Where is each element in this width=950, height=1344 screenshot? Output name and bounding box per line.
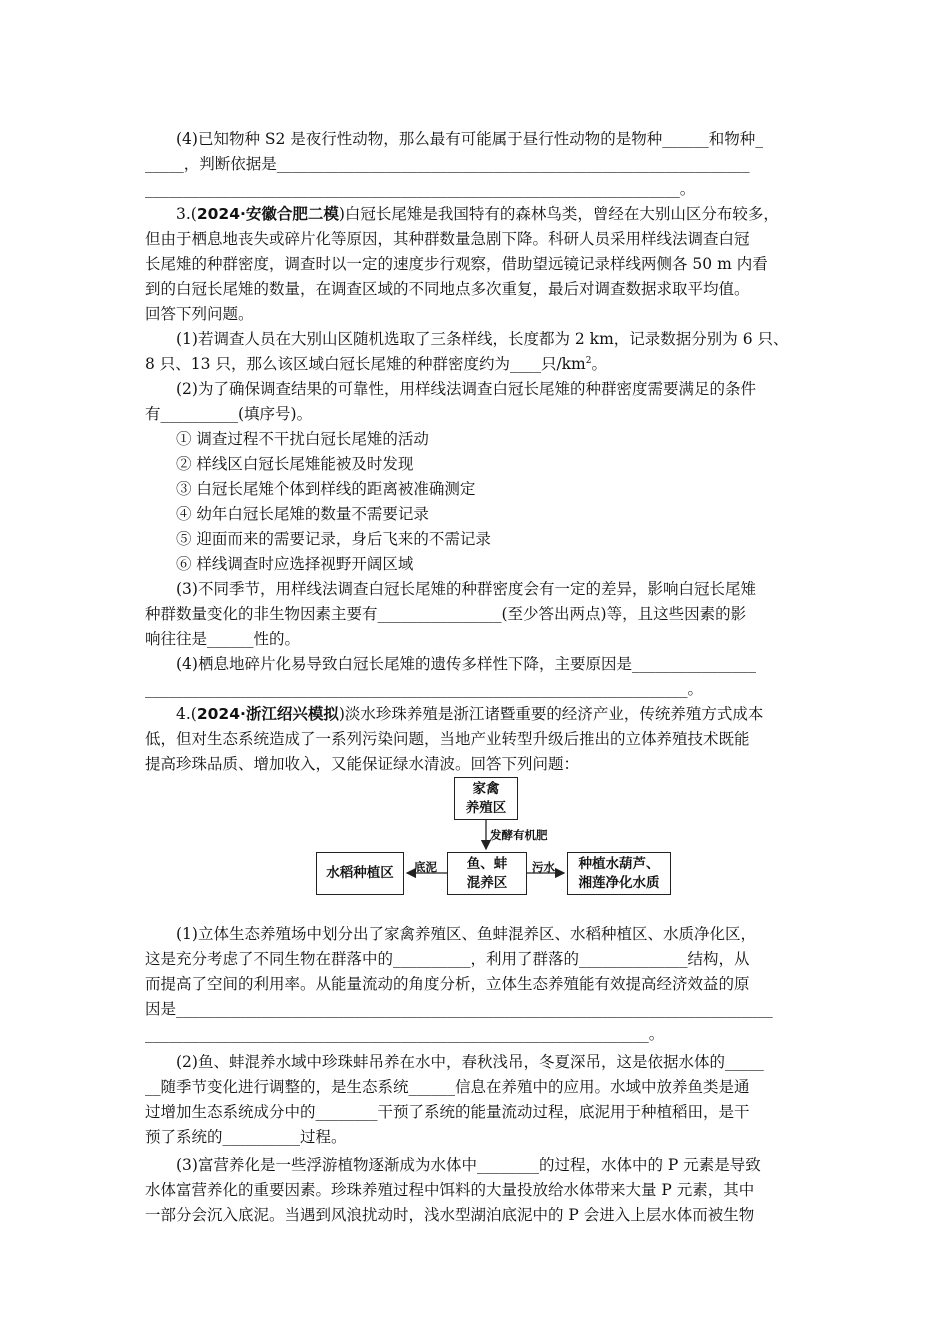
q4-1-line: 因是_____________________________________________________________________________ bbox=[145, 1000, 773, 1018]
question-source: 2024·安徽合肥二模 bbox=[196, 205, 339, 223]
q3-intro-line: 长尾雉的种群密度，调查时以一定的速度步行观察，借助望远镜记录样线两侧各 50 m 内看 bbox=[145, 255, 768, 273]
q4-1-line: (1)立体生态养殖场中划分出了家禽养殖区、鱼蚌混养区、水稻种植区、水质净化区， bbox=[176, 925, 756, 943]
box-text: 鱼、蚌 bbox=[466, 855, 508, 872]
q3-intro-line: 回答下列问题。 bbox=[145, 305, 254, 323]
purify-box bbox=[567, 852, 671, 895]
question-number: 3.( bbox=[176, 205, 197, 223]
q4-3-line: 一部分会沉入底泥。当遇到风浪扰动时，浅水型湖泊底泥中的 P 会进入上层水体而被生物 bbox=[145, 1206, 755, 1224]
q2-4-line: _____，判断依据是_____________________________________________________________ bbox=[145, 155, 750, 173]
q4-2-line: 过增加生态系统成分中的________干预了系统的能量流动过程，底泥用于种植稻田，是干 bbox=[145, 1103, 750, 1121]
q2-4-line: (4)已知物种 S2 是夜行性动物，那么最有可能属于昼行性动物的是物种______和物种_ bbox=[176, 130, 764, 148]
box-text: 家禽 bbox=[472, 780, 500, 797]
q3-1-line: (1)若调查人员在大别山区随机选取了三条样线，长度都为 2 km，记录数据分别为 6 只、 bbox=[176, 330, 789, 348]
option-item: ② 样线区白冠长尾雉能被及时发现 bbox=[176, 455, 414, 473]
box-text: 养殖区 bbox=[465, 799, 507, 816]
q4-3-line: (3)富营养化是一些浮游植物逐渐成为水体中________的过程，水体中的 P 元素是导致 bbox=[176, 1156, 761, 1174]
q4-2-line: (2)鱼、蚌混养水域中珍珠蚌吊养在水中，春秋浅吊，冬夏深吊，这是依据水体的_____ bbox=[176, 1053, 764, 1071]
q3-1-text: 8 只、13 只，那么该区域白冠长尾雉的种群密度约为____只/km bbox=[145, 355, 586, 373]
question-source: 2024·浙江绍兴模拟 bbox=[196, 705, 339, 723]
q3-2-line: 有__________(填序号)。 bbox=[145, 405, 313, 423]
q4-2-line: 预了系统的__________过程。 bbox=[145, 1128, 347, 1146]
option-item: ⑥ 样线调查时应选择视野开阔区域 bbox=[176, 555, 414, 573]
option-item: ⑤ 迎面而来的需要记录，身后飞来的不需记录 bbox=[176, 530, 491, 548]
option-item: ④ 幼年白冠长尾雉的数量不需要记录 bbox=[176, 505, 429, 523]
fish-mussel-box bbox=[447, 852, 527, 895]
q4-1-line: _________________________________________________________________。 bbox=[145, 1025, 665, 1043]
label-mud: 底泥 bbox=[414, 860, 437, 874]
box-text: 湘莲净化水质 bbox=[578, 874, 660, 891]
rice-box bbox=[316, 852, 404, 895]
box-text: 混养区 bbox=[466, 874, 508, 891]
box-text: 种植水葫芦、 bbox=[578, 855, 660, 872]
q3-intro-line: 到的白冠长尾雉的数量，在调查区域的不同地点多次重复，最后对调查数据求取平均值。 bbox=[145, 280, 750, 298]
q3-1-end: 。 bbox=[591, 355, 608, 373]
q4-intro-line: 提高珍珠品质、增加收入，又能保证绿水清波。回答下列问题： bbox=[145, 755, 580, 773]
question-text: )淡水珍珠养殖是浙江诸暨重要的经济产业，传统养殖方式成本 bbox=[338, 705, 764, 723]
q4-2-line: __随季节变化进行调整的，是生态系统______信息在养殖中的应用。水域中放养鱼类是通 bbox=[145, 1078, 750, 1096]
q4-3-line: 水体富营养化的重要因素。珍珠养殖过程中饵料的大量投放给水体带来大量 P 元素，其中 bbox=[145, 1181, 755, 1199]
question-number: 4.( bbox=[176, 705, 197, 723]
q3-3-line: 响往往是______性的。 bbox=[145, 630, 301, 648]
q3-2-line: (2)为了确保调查结果的可靠性，用样线法调查白冠长尾雉的种群密度需要满足的条件 bbox=[176, 380, 756, 398]
q4-intro-line: 低，但对生态系统造成了一系列污染问题，当地产业转型升级后推出的立体养殖技术既能 bbox=[145, 730, 750, 748]
q4-1-line: 这是充分考虑了不同生物在群落中的__________，利用了群落的______________结构，从 bbox=[145, 950, 750, 968]
q3-4-line: ______________________________________________________________________。 bbox=[145, 680, 704, 698]
box-text: 水稻种植区 bbox=[326, 865, 394, 881]
q3-3-line: 种群数量变化的非生物因素主要有________________(至少答出两点)等，且这些因素的影 bbox=[145, 605, 747, 623]
question-text: )白冠长尾雉是我国特有的森林鸟类，曾经在大别山区分布较多， bbox=[338, 205, 779, 223]
option-item: ③ 白冠长尾雉个体到样线的距离被准确测定 bbox=[176, 480, 476, 498]
poultry-box bbox=[454, 777, 518, 820]
superscript: 2 bbox=[585, 356, 592, 366]
q4-1-line: 而提高了空间的利用率。从能量流动的角度分析，立体生态养殖能有效提高经济效益的原 bbox=[145, 975, 750, 993]
q3-4-line: (4)栖息地碎片化易导致白冠长尾雉的遗传多样性下降，主要原因是________________ bbox=[176, 655, 756, 673]
label-sewage: 污水 bbox=[532, 860, 555, 874]
q3-3-line: (3)不同季节，用样线法调查白冠长尾雉的种群密度会有一定的差异，影响白冠长尾雉 bbox=[176, 580, 756, 598]
q2-4-line: _____________________________________________________________________。 bbox=[145, 180, 696, 198]
q3-intro-line: 但由于栖息地丧失或碎片化等原因，其种群数量急剧下降。科研人员采用样线法调查白冠 bbox=[145, 230, 750, 248]
label-fertilizer: 发酵有机肥 bbox=[490, 828, 548, 842]
option-item: ① 调查过程不干扰白冠长尾雉的活动 bbox=[176, 430, 429, 448]
